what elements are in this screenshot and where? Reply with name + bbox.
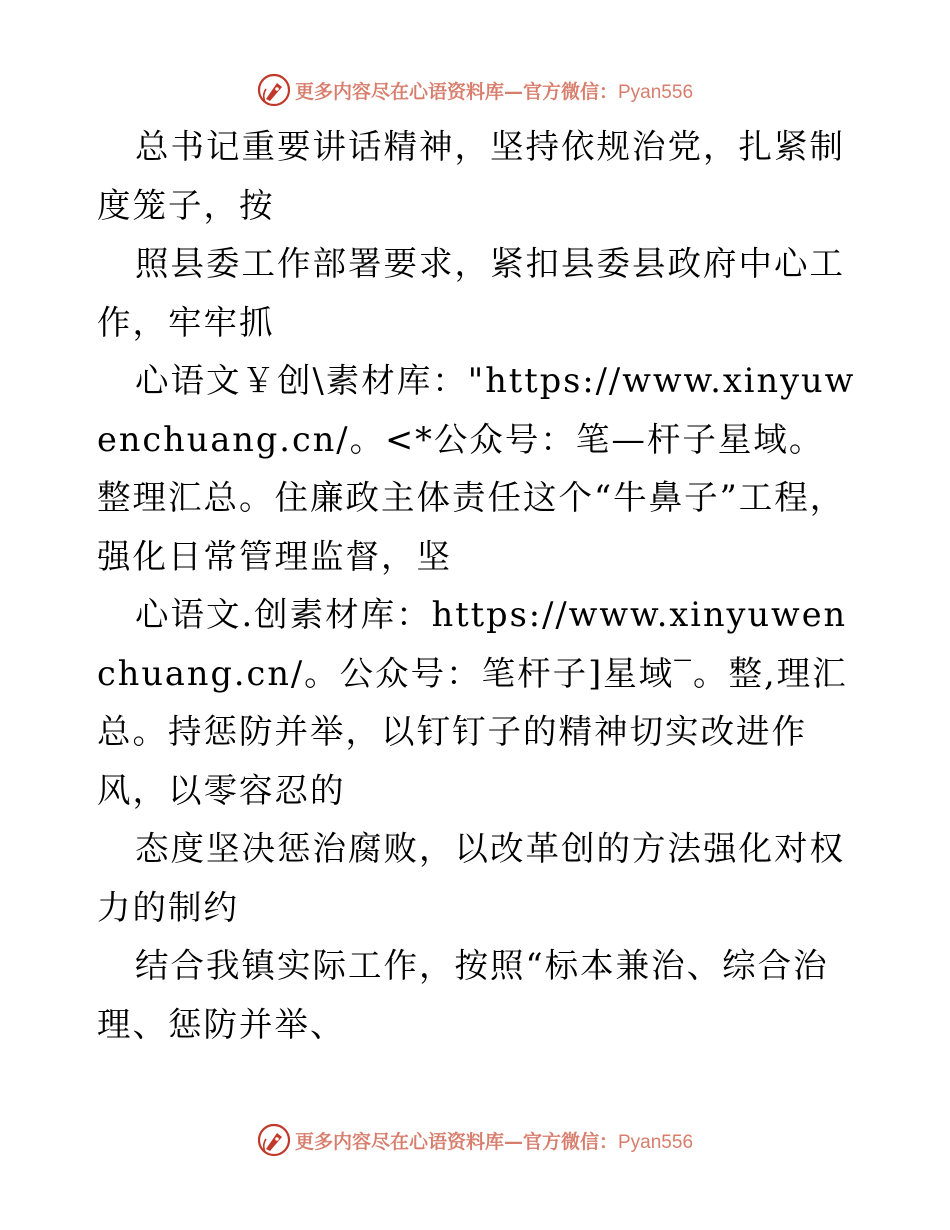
paragraph-6: 结合我镇实际工作，按照“标本兼治、综合治理、惩防并举、 [97, 946, 829, 1044]
pen-nib-logo-icon [257, 73, 291, 107]
pen-nib-logo-icon [257, 1123, 291, 1157]
paragraph-5: 态度坚决惩治腐败，以改革创的方法强化对权力的制约 [97, 829, 845, 927]
header-banner [0, 70, 950, 110]
header-wechat-id: Pyan556 [618, 81, 694, 103]
paragraph-3: 心语文￥创\素材库："https://www.xinyuwenchuang.cn/。<*公众号：笔—杆子星域。整理汇总。住廉政主体责任这个“牛鼻子”工程，强化日常管理监督，坚 [97, 361, 856, 576]
header-banner-text: 更多内容尽在心语资料库—官方微信：Pyan556 [294, 80, 694, 103]
footer-banner-text: 更多内容尽在心语资料库—官方微信：Pyan556 [294, 1130, 694, 1153]
paragraph-1: 总书记重要讲话精神，坚持依规治党，扎紧制度笼子，按 [97, 127, 845, 225]
paragraph-4: 心语文.创素材库：https://www.xinyuwenchuang.cn/。公众号：笔杆子]星域‾。整,理汇总。持惩防并举，以钉钉子的精神切实改进作风，以零容忍的 [97, 595, 848, 810]
footer-wechat-id: Pyan556 [618, 1131, 694, 1153]
paragraph-2: 照县委工作部署要求，紧扣县委县政府中心工作，牢牢抓 [97, 244, 845, 342]
footer-banner [0, 1120, 950, 1160]
document-body [97, 118, 857, 1054]
